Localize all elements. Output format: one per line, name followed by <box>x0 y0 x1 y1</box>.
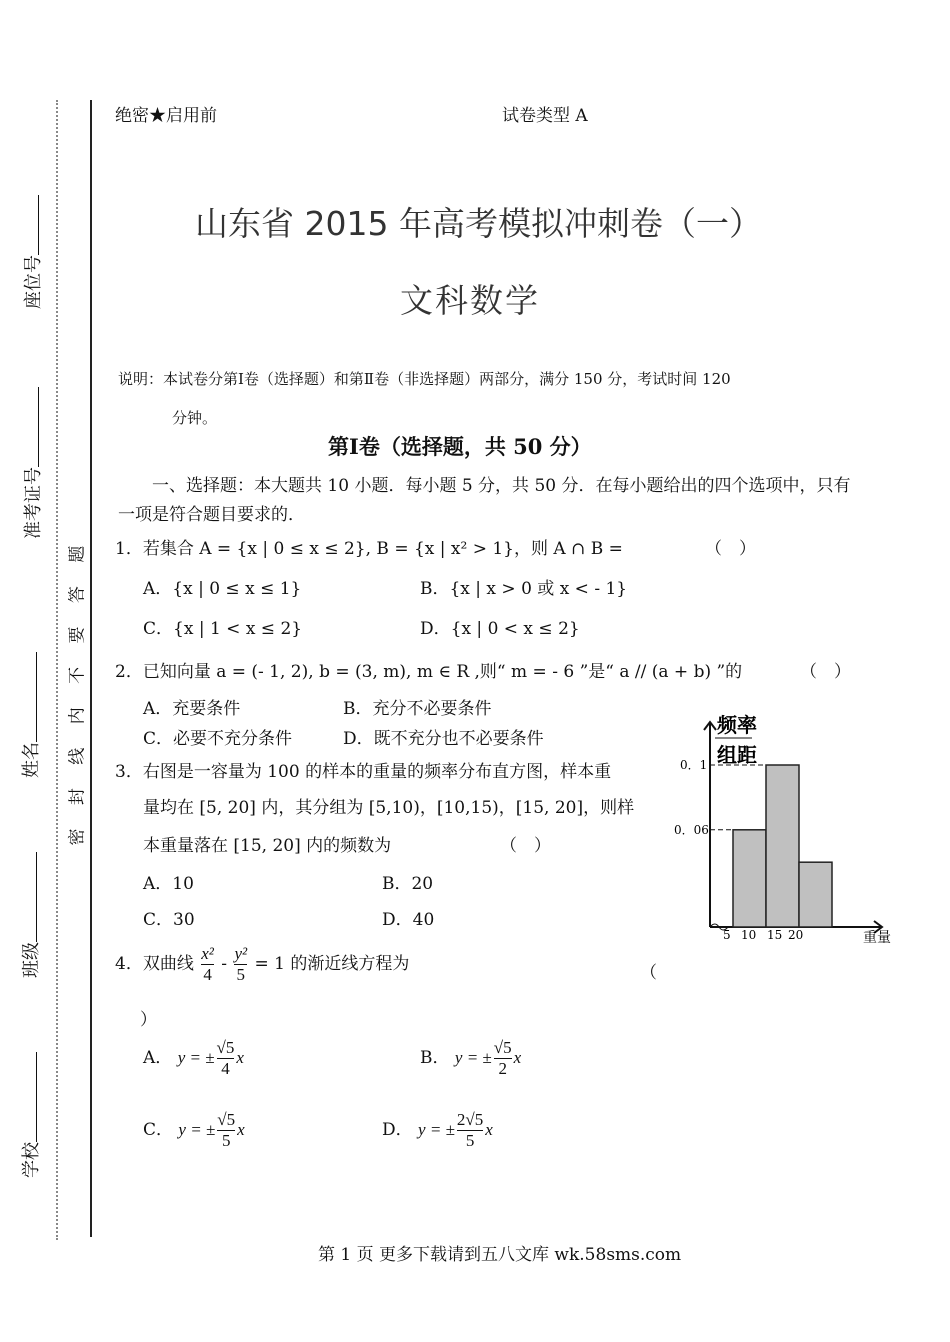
paper-type: 试卷类型 A <box>502 106 588 126</box>
instruction-line-1: 一、选择题：本大题共 10 小题．每小题 5 分，共 50 分．在每小题给出的四个选项中，只有 <box>152 476 851 496</box>
option-lead: y = ± <box>177 1048 215 1067</box>
q4-option-d[interactable] <box>382 1110 493 1151</box>
q2-stem: 2．已知向量 a = (- 1, 2), b = (3, m), m ∈ R ,则“ m = - 6 ”是“ a // (a + b) ”的 <box>115 662 743 682</box>
q3-option-d[interactable]: D．40 <box>382 910 435 930</box>
label-text: 座位号 <box>23 255 44 309</box>
note-line-1: 说明：本试卷分第Ⅰ卷（选择题）和第Ⅱ卷（非选择题）两部分，满分 150 分，考试时间 120 <box>118 370 731 388</box>
q4-option-c[interactable] <box>143 1110 245 1151</box>
page-title: 山东省 2015 年高考模拟冲刺卷（一） <box>195 204 762 243</box>
q2-option-c[interactable]: C．必要不充分条件 <box>143 729 293 749</box>
option-fraction <box>494 1038 512 1079</box>
option-lead: y = ± <box>178 1120 216 1139</box>
x-tick-label: 5 <box>723 928 731 942</box>
denominator: 5 <box>465 1131 475 1150</box>
confidential-label: 绝密★启用前 <box>115 106 217 126</box>
denominator: 4 <box>221 1059 230 1078</box>
note-line-2: 分钟。 <box>172 409 218 427</box>
x-tick-label: 15 <box>767 928 783 942</box>
school-label <box>17 1048 43 1178</box>
option-lead: y = ± <box>454 1048 492 1067</box>
x-axis-label: 重量 <box>863 930 891 946</box>
label-text: 班级 <box>21 942 42 978</box>
denominator: 4 <box>203 965 212 984</box>
option-label: C． <box>143 1120 174 1140</box>
numerator: √5 <box>217 1110 236 1129</box>
denominator: 5 <box>221 1131 231 1150</box>
option-fraction <box>457 1110 483 1151</box>
page-subtitle: 文科数学 <box>400 281 540 320</box>
q3-line-1: 3．右图是一容量为 100 的样本的重量的频率分布直方图，样本重 <box>115 762 612 782</box>
seal-notice: 密 封 线 内 不 要 答 题 <box>67 536 88 846</box>
y-tick-label: 0．1 <box>680 758 708 772</box>
class-label <box>17 848 43 978</box>
option-label: A． <box>143 1048 173 1068</box>
q4-post: = 1 的渐近线方程为 <box>254 954 410 974</box>
histogram-bar <box>766 765 799 927</box>
q3-option-b[interactable]: B．20 <box>382 874 434 894</box>
page-footer: 第 1 页 更多下载请到五八文库 wk.58sms.com <box>318 1245 682 1265</box>
fraction-x2-over-4 <box>201 944 214 985</box>
label-text: 学校 <box>21 1142 42 1178</box>
section-title: 第Ⅰ卷（选择题，共 50 分） <box>328 434 592 459</box>
y-axis-label-bottom: 组距 <box>717 743 757 767</box>
numerator: √5 <box>493 1038 512 1057</box>
q1-option-a[interactable]: A．{x | 0 ≤ x ≤ 1} <box>143 579 302 599</box>
numerator: 2√5 <box>456 1110 484 1129</box>
numerator: y² <box>234 944 248 963</box>
fraction-y2-over-5 <box>234 944 247 985</box>
q4-stem: 4．双曲线 $\frac{\text{x²}}{4}$ - $\frac{\text{y²}}{5}$ = 1 的渐近线方程为 <box>115 944 410 984</box>
exam-id-label <box>19 399 45 539</box>
label-text: 准考证号 <box>23 467 44 539</box>
q2-option-a[interactable]: A．充要条件 <box>143 699 241 719</box>
option-label: D． <box>382 1120 413 1140</box>
numerator: x² <box>201 944 214 963</box>
seat-label <box>19 229 45 309</box>
frequency-histogram <box>660 700 900 950</box>
option-fraction <box>217 1110 235 1151</box>
q1-stem: 1．若集合 A = {x | 0 ≤ x ≤ 2}, B = {x | x² > 1}，则 A ∩ B = <box>115 539 623 559</box>
q4-paren-open: （ <box>640 963 657 983</box>
q3-option-a[interactable]: A．10 <box>143 874 194 894</box>
q4-option-a[interactable] <box>143 1038 244 1079</box>
histogram-bar <box>733 830 766 927</box>
q3-line-3: 本重量落在 [15, 20] 内的频数为 <box>143 836 392 856</box>
y-axis-label-top: 频率 <box>717 713 757 737</box>
q3-option-c[interactable]: C．30 <box>143 910 195 930</box>
q4-option-b[interactable] <box>420 1038 521 1079</box>
x-tick-label: 10 <box>741 928 757 942</box>
y-tick-label: 0．06 <box>674 822 709 837</box>
q4-paren-close: ） <box>140 1010 157 1030</box>
q2-option-d[interactable]: D．既不充分也不必要条件 <box>343 729 544 749</box>
label-text: 姓名 <box>21 742 42 778</box>
denominator: 5 <box>236 965 246 984</box>
option-tail: x <box>485 1120 493 1139</box>
option-lead: y = ± <box>418 1120 455 1139</box>
numerator: √5 <box>216 1038 235 1057</box>
option-tail: x <box>237 1120 245 1139</box>
q1-answer-paren: （ ） <box>705 539 756 559</box>
option-tail: x <box>513 1048 522 1067</box>
q3-line-2: 量均在 [5, 20] 内，其分组为 [5,10)，[10,15)，[15, 20]，则样 <box>143 798 635 818</box>
x-tick-label: 20 <box>788 928 804 942</box>
option-label: B． <box>420 1048 450 1068</box>
instruction-line-2: 一项是符合题目要求的． <box>118 505 305 525</box>
solid-border-line <box>90 100 92 1237</box>
option-fraction <box>217 1038 235 1079</box>
q2-option-b[interactable]: B．充分不必要条件 <box>343 699 492 719</box>
histogram-bar <box>799 862 832 927</box>
denominator: 2 <box>498 1059 507 1078</box>
name-label <box>17 648 43 778</box>
q2-answer-paren: （ ） <box>800 662 851 682</box>
dotted-cut-line <box>56 100 58 1240</box>
q1-option-b[interactable]: B．{x | x > 0 或 x < - 1} <box>420 579 628 599</box>
q3-answer-paren: （ ） <box>500 836 551 856</box>
q1-option-c[interactable]: C．{x | 1 < x ≤ 2} <box>143 619 303 639</box>
q1-option-d[interactable]: D．{x | 0 < x ≤ 2} <box>420 619 580 639</box>
q4-pre: 4．双曲线 <box>115 954 194 974</box>
option-tail: x <box>236 1048 244 1067</box>
